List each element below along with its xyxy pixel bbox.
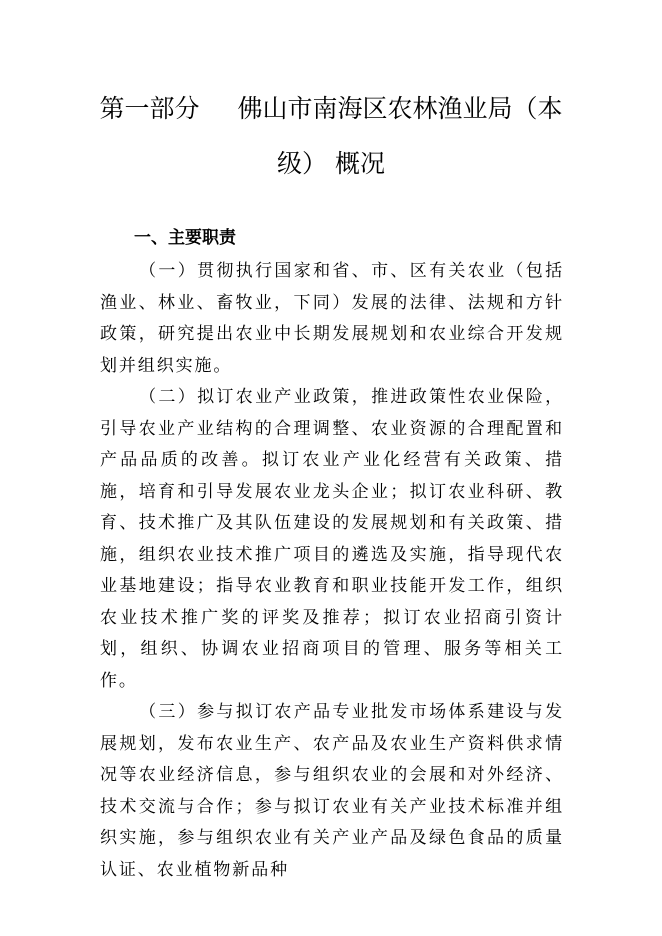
page-title	[0, 92, 662, 126]
paragraph-1: （一）贯彻执行国家和省、市、区有关农业（包括渔业、林业、畜牧业，下同）发展的法律、法规和方针政策，研究提出农业中长期发展规划和农业综合开发规划并组织实施。	[100, 261, 564, 376]
body-text	[100, 256, 564, 886]
paragraph-3: （三）参与拟订农产品专业批发市场体系建设与发展规划，发布农业生产、农产品及农业生产资料供求情况等农业经济信息，参与组织农业的会展和对外经济、技术交流与合作；参与拟订农业有关产业技术标准并组织实施，参与组织农业有关产业产品及绿色食品的质量认证、农业植物新品种	[100, 702, 564, 880]
title-agency-name: 佛山市南海区农林渔业局（本	[237, 94, 563, 123]
paragraph-2: （二）拟订农业产业政策，推进政策性农业保险，引导农业产业结构的合理调整、农业资源的合理配置和产品品质的改善。拟订农业产业化经营有关政策、措施，培育和引导发展农业龙头企业；拟订农业科研、教育、技术推广及其队伍建设的发展规划和有关政策、措施，组织农业技术推广项目的遴选及实施，指导现代农业基地建设；指导农业教育和职业技能开发工作，组织农业技术推广奖的评奖及推荐；拟订农业招商引资计划，组织、协调农业招商项目的管理、服务等相关工作。	[100, 387, 564, 691]
page-title-continued: 级） 概况	[277, 149, 385, 178]
title-part-label: 第一部分	[99, 94, 200, 123]
section-heading-main-duties: 一、主要职责	[134, 228, 236, 248]
